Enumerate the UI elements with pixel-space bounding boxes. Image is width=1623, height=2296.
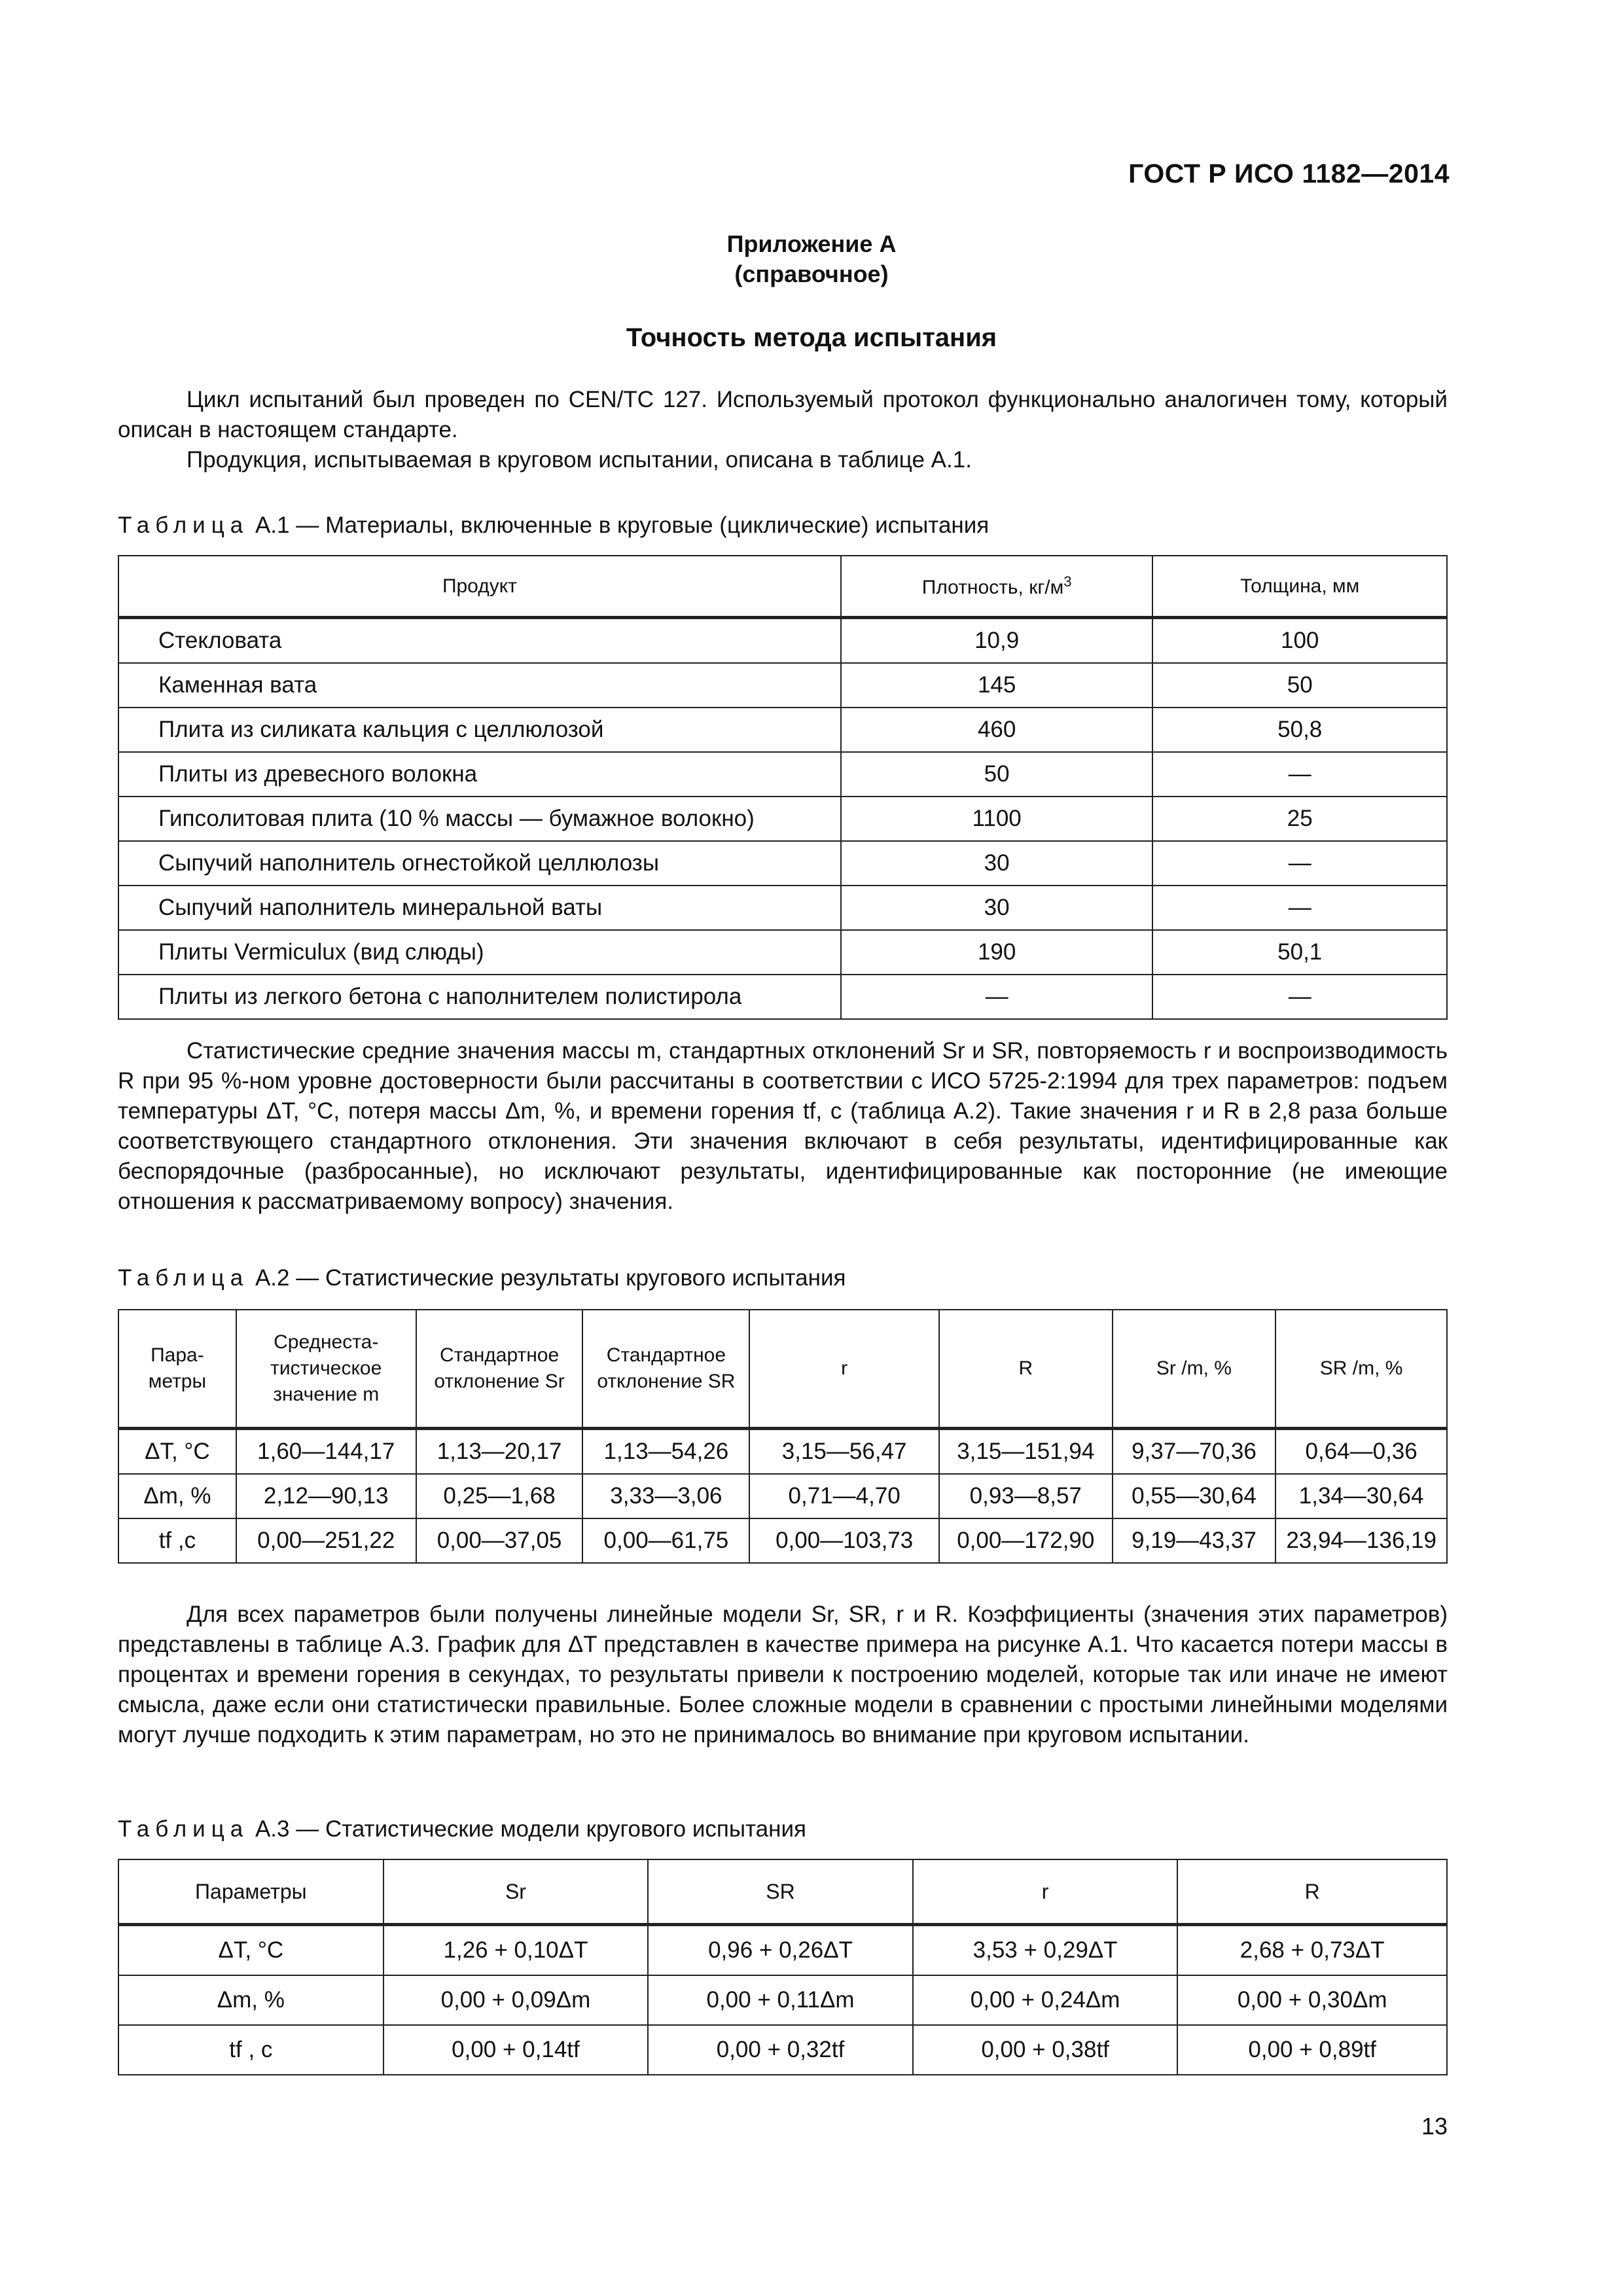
table-statistics bbox=[118, 1309, 1448, 1564]
table1-header-density-sup: 3 bbox=[1063, 573, 1072, 590]
appendix-title: Приложение А bbox=[726, 230, 897, 257]
table1-row bbox=[118, 975, 1447, 1019]
model-formula: 0,00 + 0,14tf bbox=[383, 2025, 649, 2075]
table3-row bbox=[118, 1925, 1447, 1976]
statistic-value: 1,13—54,26 bbox=[582, 1429, 749, 1475]
table2-row bbox=[118, 1474, 1447, 1518]
table3-header-cell: R bbox=[1177, 1859, 1447, 1925]
thickness-value: — bbox=[1152, 752, 1447, 797]
model-formula: 3,53 + 0,29ΔT bbox=[913, 1925, 1178, 1976]
density-value: 30 bbox=[841, 841, 1153, 886]
table3-caption-text: А.3 — Статистические модели кругового испытания bbox=[249, 1816, 806, 1842]
table1-row bbox=[118, 752, 1447, 797]
intro-text bbox=[118, 385, 1448, 475]
models-text bbox=[118, 1600, 1448, 1750]
table1-caption-prefix: Таблица bbox=[118, 512, 249, 538]
parameter-name: Δm, % bbox=[118, 1975, 383, 2025]
product-name: Плиты из древесного волокна bbox=[118, 752, 841, 797]
parameter-name: tf , с bbox=[118, 2025, 383, 2075]
model-formula: 0,00 + 0,89tf bbox=[1177, 2025, 1447, 2075]
table2-caption-text: А.2 — Статистические результаты кругового испытания bbox=[249, 1265, 846, 1291]
product-name: Плиты из легкого бетона с наполнителем полистирола bbox=[118, 975, 841, 1019]
model-formula: 1,26 + 0,10ΔT bbox=[383, 1925, 649, 1976]
statistic-value: 0,00—61,75 bbox=[582, 1518, 749, 1563]
table2-caption-prefix: Таблица bbox=[118, 1265, 249, 1291]
statistic-value: 3,15—151,94 bbox=[939, 1429, 1113, 1475]
density-value: 1100 bbox=[841, 797, 1153, 841]
table1-row bbox=[118, 886, 1447, 930]
table1-header-product: Продукт bbox=[118, 556, 841, 618]
intro-paragraph-2: Продукция, испытываемая в круговом испытании, описана в таблице А.1. bbox=[187, 447, 972, 473]
table1-header-thickness: Толщина, мм bbox=[1152, 556, 1447, 618]
statistic-value: 0,55—30,64 bbox=[1113, 1474, 1276, 1518]
parameter-name: tf ,с bbox=[118, 1518, 236, 1563]
models-paragraph: Для всех параметров были получены линейные модели Sr, SR, r и R. Коэффициенты (значения этих параметров) представлены в таблице А.3. График для ΔT представлен в качестве примера на рисунке А.1. Что касается потери массы в процентах и времени горения в секундах, то результаты привели к построению моделей, которые так или иначе не имеют смысла, даже если они статистически правильные. Более сложные модели в сравнении с простыми линейными моделями могут лучше подходить к этим параметрам, но это не принималось во внимание при круговом испытании. bbox=[118, 1602, 1448, 1748]
statistic-value: 1,34—30,64 bbox=[1275, 1474, 1447, 1518]
product-name: Стекловата bbox=[118, 618, 841, 664]
statistic-value: 1,13—20,17 bbox=[416, 1429, 583, 1475]
density-value: 30 bbox=[841, 886, 1153, 930]
thickness-value: 100 bbox=[1152, 618, 1447, 664]
table2-header-cell: Стандартное отклонение Sr bbox=[416, 1310, 583, 1429]
stats-paragraph: Статистические средние значения массы m, стандартных отклонений Sr и SR, повторяемость r и воспроизводимость R при 95 %-ном уровне достоверности были рассчитаны в соответствии с ИСО 5725-2:1994 для трех параметров: подъем температуры ΔT, °C, потеря массы Δm, %, и времени горения tf, с (таблица А.2). Такие значения r и R в 2,8 раза больше соответствующего стандартного отклонения. Эти значения включают в себя результаты, идентифицированные как беспорядочные (разбросанные), но исключают результаты, идентифицированные как посторонние (не имеющие отношения к рассматриваемому вопросу) значения. bbox=[118, 1038, 1448, 1214]
table2-header-cell: Стандартное отклонение SR bbox=[582, 1310, 749, 1429]
table3-header-row bbox=[118, 1859, 1447, 1925]
thickness-value: 50 bbox=[1152, 663, 1447, 708]
statistic-value: 3,33—3,06 bbox=[582, 1474, 749, 1518]
product-name: Гипсолитовая плита (10 % массы — бумажное волокно) bbox=[118, 797, 841, 841]
model-formula: 0,00 + 0,32tf bbox=[648, 2025, 913, 2075]
table3-header-cell: SR bbox=[648, 1859, 913, 1925]
model-formula: 0,00 + 0,09Δm bbox=[383, 1975, 649, 2025]
table3-caption-prefix: Таблица bbox=[118, 1816, 249, 1842]
density-value: 10,9 bbox=[841, 618, 1153, 664]
model-formula: 0,00 + 0,38tf bbox=[913, 2025, 1178, 2075]
table-models bbox=[118, 1859, 1448, 2075]
density-value: 50 bbox=[841, 752, 1153, 797]
model-formula: 2,68 + 0,73ΔT bbox=[1177, 1925, 1447, 1976]
table2-header-cell: Пара-метры bbox=[118, 1310, 236, 1429]
density-value: — bbox=[841, 975, 1153, 1019]
table1-row bbox=[118, 841, 1447, 886]
density-value: 460 bbox=[841, 708, 1153, 752]
product-name: Каменная вата bbox=[118, 663, 841, 708]
thickness-value: 50,1 bbox=[1152, 930, 1447, 975]
model-formula: 0,00 + 0,24Δm bbox=[913, 1975, 1178, 2025]
table2-header-cell: r bbox=[749, 1310, 939, 1429]
table2-caption bbox=[118, 1263, 846, 1293]
parameter-name: ΔT, °C bbox=[118, 1925, 383, 1976]
product-name: Плиты Vermiculux (вид слюды) bbox=[118, 930, 841, 975]
statistic-value: 1,60—144,17 bbox=[236, 1429, 416, 1475]
statistic-value: 0,25—1,68 bbox=[416, 1474, 583, 1518]
thickness-value: — bbox=[1152, 841, 1447, 886]
thickness-value: 25 bbox=[1152, 797, 1447, 841]
table2-header-cell: SR /m, % bbox=[1275, 1310, 1447, 1429]
thickness-value: 50,8 bbox=[1152, 708, 1447, 752]
table2-header-cell: Sr /m, % bbox=[1113, 1310, 1276, 1429]
table2-header-cell: Среднеста-тистическое значение m bbox=[236, 1310, 416, 1429]
statistic-value: 0,64—0,36 bbox=[1275, 1429, 1447, 1475]
density-value: 190 bbox=[841, 930, 1153, 975]
statistic-value: 0,71—4,70 bbox=[749, 1474, 939, 1518]
model-formula: 0,00 + 0,11Δm bbox=[648, 1975, 913, 2025]
table3-header-cell: r bbox=[913, 1859, 1178, 1925]
standard-code: ГОСТ Р ИСО 1182—2014 bbox=[1128, 158, 1450, 188]
statistic-value: 9,19—43,37 bbox=[1113, 1518, 1276, 1563]
table1-row bbox=[118, 797, 1447, 841]
table1-row bbox=[118, 708, 1447, 752]
page-number: 13 bbox=[1421, 2113, 1448, 2140]
table1-caption bbox=[118, 511, 989, 541]
table1-row bbox=[118, 618, 1447, 664]
parameter-name: ΔT, °C bbox=[118, 1429, 236, 1475]
model-formula: 0,00 + 0,30Δm bbox=[1177, 1975, 1447, 2025]
appendix-subtitle: (справочное) bbox=[734, 260, 889, 287]
statistic-value: 9,37—70,36 bbox=[1113, 1429, 1276, 1475]
table3-header-cell: Sr bbox=[383, 1859, 649, 1925]
product-name: Сыпучий наполнитель огнестойкой целлюлозы bbox=[118, 841, 841, 886]
statistic-value: 0,00—37,05 bbox=[416, 1518, 583, 1563]
model-formula: 0,96 + 0,26ΔT bbox=[648, 1925, 913, 1976]
product-name: Плита из силиката кальция с целлюлозой bbox=[118, 708, 841, 752]
table2-header-cell: R bbox=[939, 1310, 1113, 1429]
statistic-value: 0,93—8,57 bbox=[939, 1474, 1113, 1518]
table3-row bbox=[118, 2025, 1447, 2075]
table1-caption-text: А.1 — Материалы, включенные в круговые (циклические) испытания bbox=[249, 512, 990, 538]
thickness-value: — bbox=[1152, 886, 1447, 930]
intro-paragraph-1: Цикл испытаний был проведен по CEN/TC 127. Используемый протокол функционально аналогичен тому, который описан в настоящем стандарте. bbox=[118, 387, 1448, 442]
table2-header-row bbox=[118, 1310, 1447, 1429]
table1-row bbox=[118, 930, 1447, 975]
table2-row bbox=[118, 1518, 1447, 1563]
table2-row bbox=[118, 1429, 1447, 1475]
statistic-value: 23,94—136,19 bbox=[1275, 1518, 1447, 1563]
statistic-value: 0,00—251,22 bbox=[236, 1518, 416, 1563]
statistic-value: 3,15—56,47 bbox=[749, 1429, 939, 1475]
table1-header-row bbox=[118, 556, 1447, 618]
table1-header-density bbox=[841, 556, 1153, 618]
table1-row bbox=[118, 663, 1447, 708]
density-value: 145 bbox=[841, 663, 1153, 708]
table3-caption bbox=[118, 1814, 806, 1844]
product-name: Сыпучий наполнитель минеральной ваты bbox=[118, 886, 841, 930]
statistic-value: 0,00—172,90 bbox=[939, 1518, 1113, 1563]
parameter-name: Δm, % bbox=[118, 1474, 236, 1518]
statistic-value: 0,00—103,73 bbox=[749, 1518, 939, 1563]
table1-header-density-label: Плотность, кг/м bbox=[921, 577, 1064, 598]
section-title: Точность метода испытания bbox=[626, 323, 997, 352]
stats-text bbox=[118, 1036, 1448, 1217]
thickness-value: — bbox=[1152, 975, 1447, 1019]
table3-row bbox=[118, 1975, 1447, 2025]
table-materials bbox=[118, 555, 1448, 1020]
table3-header-cell: Параметры bbox=[118, 1859, 383, 1925]
statistic-value: 2,12—90,13 bbox=[236, 1474, 416, 1518]
